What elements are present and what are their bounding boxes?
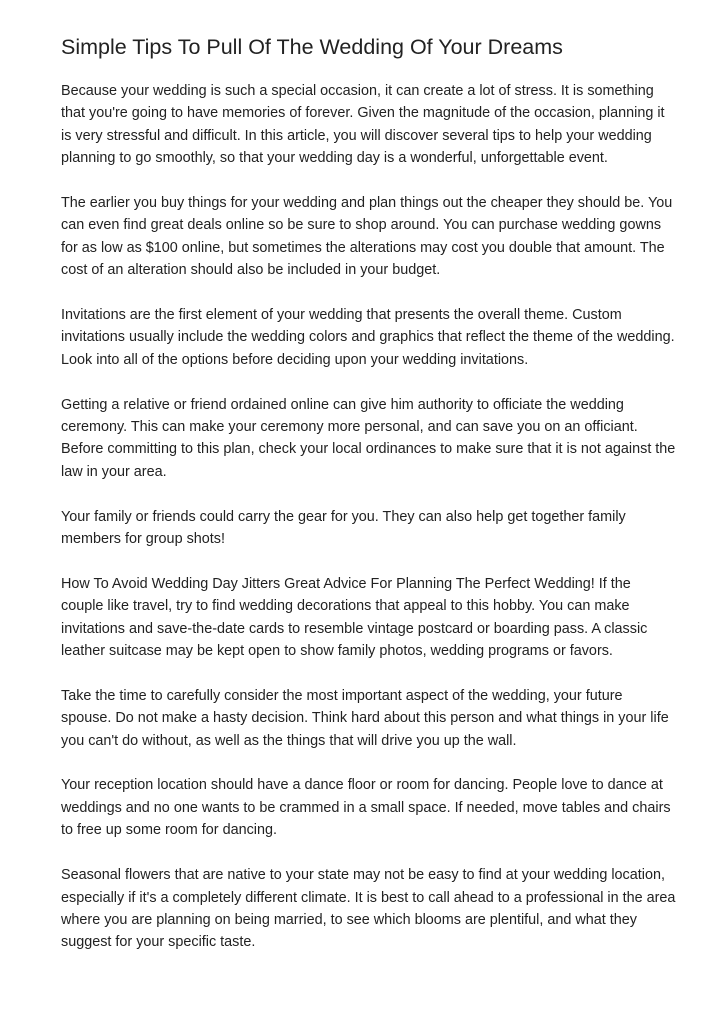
paragraph-dance-floor: Your reception location should have a dance floor or room for dancing. People love to dance at weddings and no one wants to be crammed in a small space. If needed, move tables and chairs to free up some room for dancing. xyxy=(61,777,671,839)
paragraph-intro: Because your wedding is such a special occasion, it can create a lot of stress. It is something that you're going to have memories of forever. Given the magnitude of the occasion, planning it is very stressful and difficult. In this article, you will discover several tips to help your wedding planning to go smoothly, so that your wedding day is a wonderful, unforgettable event. xyxy=(61,83,665,167)
document-title: Simple Tips To Pull Of The Wedding Of Your Dreams xyxy=(61,35,563,59)
paragraph-travel-theme: How To Avoid Wedding Day Jitters Great Advice For Planning The Perfect Wedding! If the couple like travel, try to find wedding decorations that appeal to this hobby. You can make invitations and save-the-date cards to resemble vintage postcard or boarding pass. A classic leather suitcase may be kept open to show family photos, wedding programs or favors. xyxy=(61,575,648,660)
paragraph-spouse: Take the time to carefully consider the most important aspect of the wedding, your future spouse. Do not make a hasty decision. Think hard about this person and what things in your life you can't do without, as well as the things that will drive you up the wall. xyxy=(61,687,669,749)
paragraph-officiant: Getting a relative or friend ordained online can give him authority to officiate the wedding ceremony. This can make your ceremony more personal, and can save you on an officiant. Before committing to this plan, check your local ordinances to make sure that it is not against the law in your area. xyxy=(61,396,676,480)
paragraph-budget: The earlier you buy things for your wedding and plan things out the cheaper they should be. You can even find great deals online so be sure to shop around. You can purchase wedding gowns for as low as $100 online, but sometimes the alterations may cost you double that amount. The cost of an alteration should also be included in your budget. xyxy=(61,195,673,279)
paragraph-invitations: Invitations are the first element of your wedding that presents the overall theme. Custom invitations usually include the wedding colors and graphics that reflect the theme of the wedding. Look into all of the options before deciding upon your wedding invitations. xyxy=(61,307,675,368)
paragraph-flowers: Seasonal flowers that are native to your state may not be easy to find at your wedding location, especially if it's a completely different climate. It is best to call ahead to a professional in the area where you are planning on being married, to see which blooms are plentiful, and what they suggest for your specific taste. xyxy=(61,867,676,951)
paragraph-family-gear: Your family or friends could carry the gear for you. They can also help get together family members for group shots! xyxy=(61,508,626,548)
